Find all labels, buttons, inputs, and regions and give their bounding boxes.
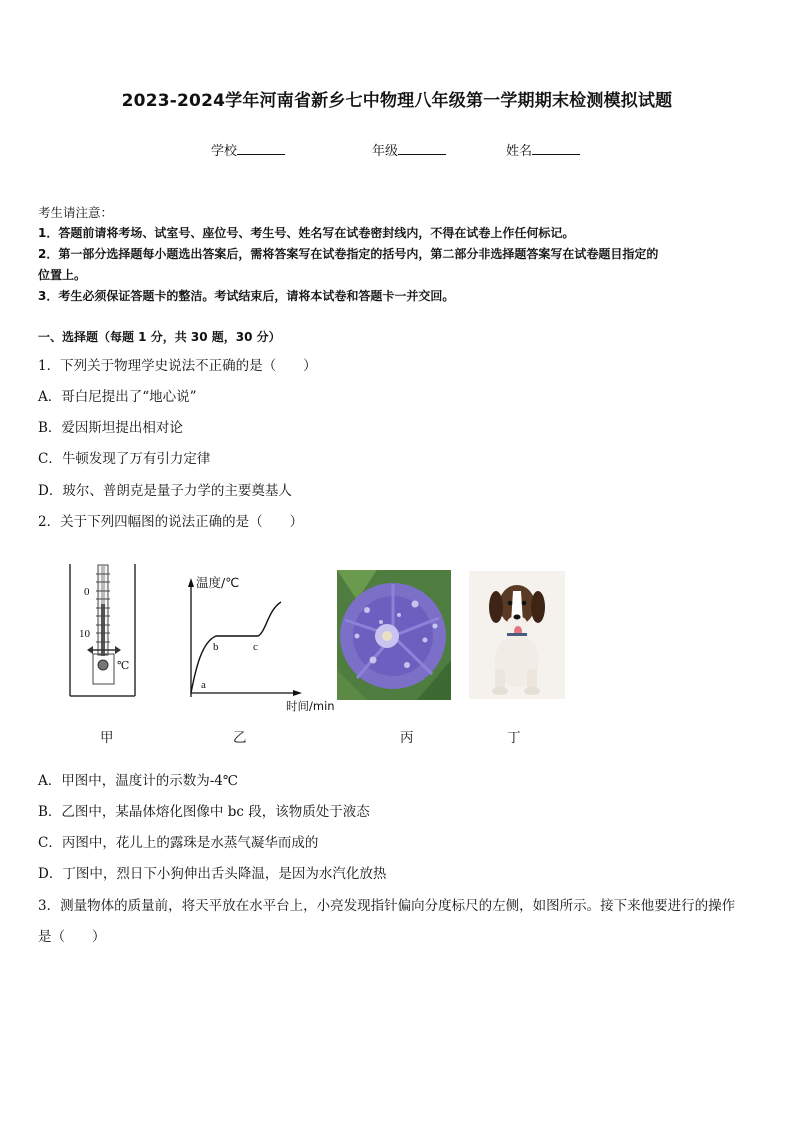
- graph-ylabel: 温度/℃: [196, 575, 240, 590]
- q2-option-b: B．乙图中，某晶体熔化图像中 bc 段，该物质处于液态: [38, 804, 370, 820]
- q1-option-b: B．爱因斯坦提出相对论: [38, 420, 183, 436]
- grade-label: 年级: [372, 144, 399, 159]
- graph-xlabel: 时间/min: [286, 699, 335, 713]
- notice-item-2-cont: 位置上。: [38, 268, 87, 282]
- notice-item-1: 1．答题前请将考场、试室号、座位号、考生号、姓名写在试卷密封线内，不得在试卷上作任何标记。: [38, 226, 575, 240]
- q1-option-d: D．玻尔、普朗克是量子力学的主要奠基人: [38, 483, 292, 499]
- page-title: 2023-2024学年河南省新乡七中物理八年级第一学期期末检测模拟试题: [121, 91, 673, 111]
- q2-option-d: D．丁图中，烈日下小狗伸出舌头降温，是因为水汽化放热: [38, 866, 387, 882]
- thermo-tick-0: 0: [84, 586, 90, 598]
- caption-bing: 丙: [400, 730, 414, 746]
- name-label: 姓名: [506, 144, 533, 159]
- grade-blank: [398, 142, 446, 155]
- caption-yi: 乙: [233, 730, 247, 746]
- q2-option-a: A．甲图中，温度计的示数为-4℃: [38, 773, 239, 789]
- graph-point-a: a: [201, 679, 206, 691]
- section-heading: 一、选择题（每题 1 分，共 30 题，30 分）: [38, 330, 281, 344]
- graph-point-b: b: [213, 641, 219, 653]
- flower-dew-image: [337, 570, 451, 700]
- thermometer-figure: [62, 562, 142, 698]
- q3-stem-line1: 3．测量物体的质量前，将天平放在水平台上，小亮发现指针偏向分度标尺的左侧，如图所示。接下来他要进行的操作: [38, 898, 736, 914]
- thermo-tick-10: 10: [79, 628, 90, 640]
- q2-stem: 2．关于下列四幅图的说法正确的是（ ）: [38, 514, 304, 530]
- dog-tongue-image: [469, 571, 565, 699]
- q1-option-c: C．牛顿发现了万有引力定律: [38, 451, 211, 467]
- graph-point-c: c: [253, 641, 258, 653]
- school-label: 学校: [211, 144, 238, 159]
- caption-ding: 丁: [507, 730, 521, 746]
- notice-heading: 考生请注意：: [38, 205, 114, 220]
- thermo-unit: ℃: [117, 660, 130, 672]
- notice-item-2: 2．第一部分选择题每小题选出答案后，需将答案写在试卷指定的括号内，第二部分非选择题答案写在试卷题目指定的: [38, 247, 659, 261]
- q3-stem-line2: 是（ ）: [38, 929, 106, 945]
- q1-option-a: A．哥白尼提出了“地心说”: [38, 389, 197, 405]
- q1-stem: 1．下列关于物理学史说法不正确的是（ ）: [38, 358, 317, 374]
- school-blank: [237, 142, 285, 155]
- name-blank: [532, 142, 580, 155]
- grade-field: [372, 140, 446, 159]
- notice-item-3: 3．考生必须保证答题卡的整洁。考试结束后，请将本试卷和答题卡一并交回。: [38, 289, 455, 303]
- name-field: [506, 140, 580, 159]
- school-field: [211, 140, 285, 159]
- q2-option-c: C．丙图中，花儿上的露珠是水蒸气凝华而成的: [38, 835, 319, 851]
- melting-graph-figure: [178, 572, 348, 717]
- caption-jia: 甲: [100, 730, 114, 746]
